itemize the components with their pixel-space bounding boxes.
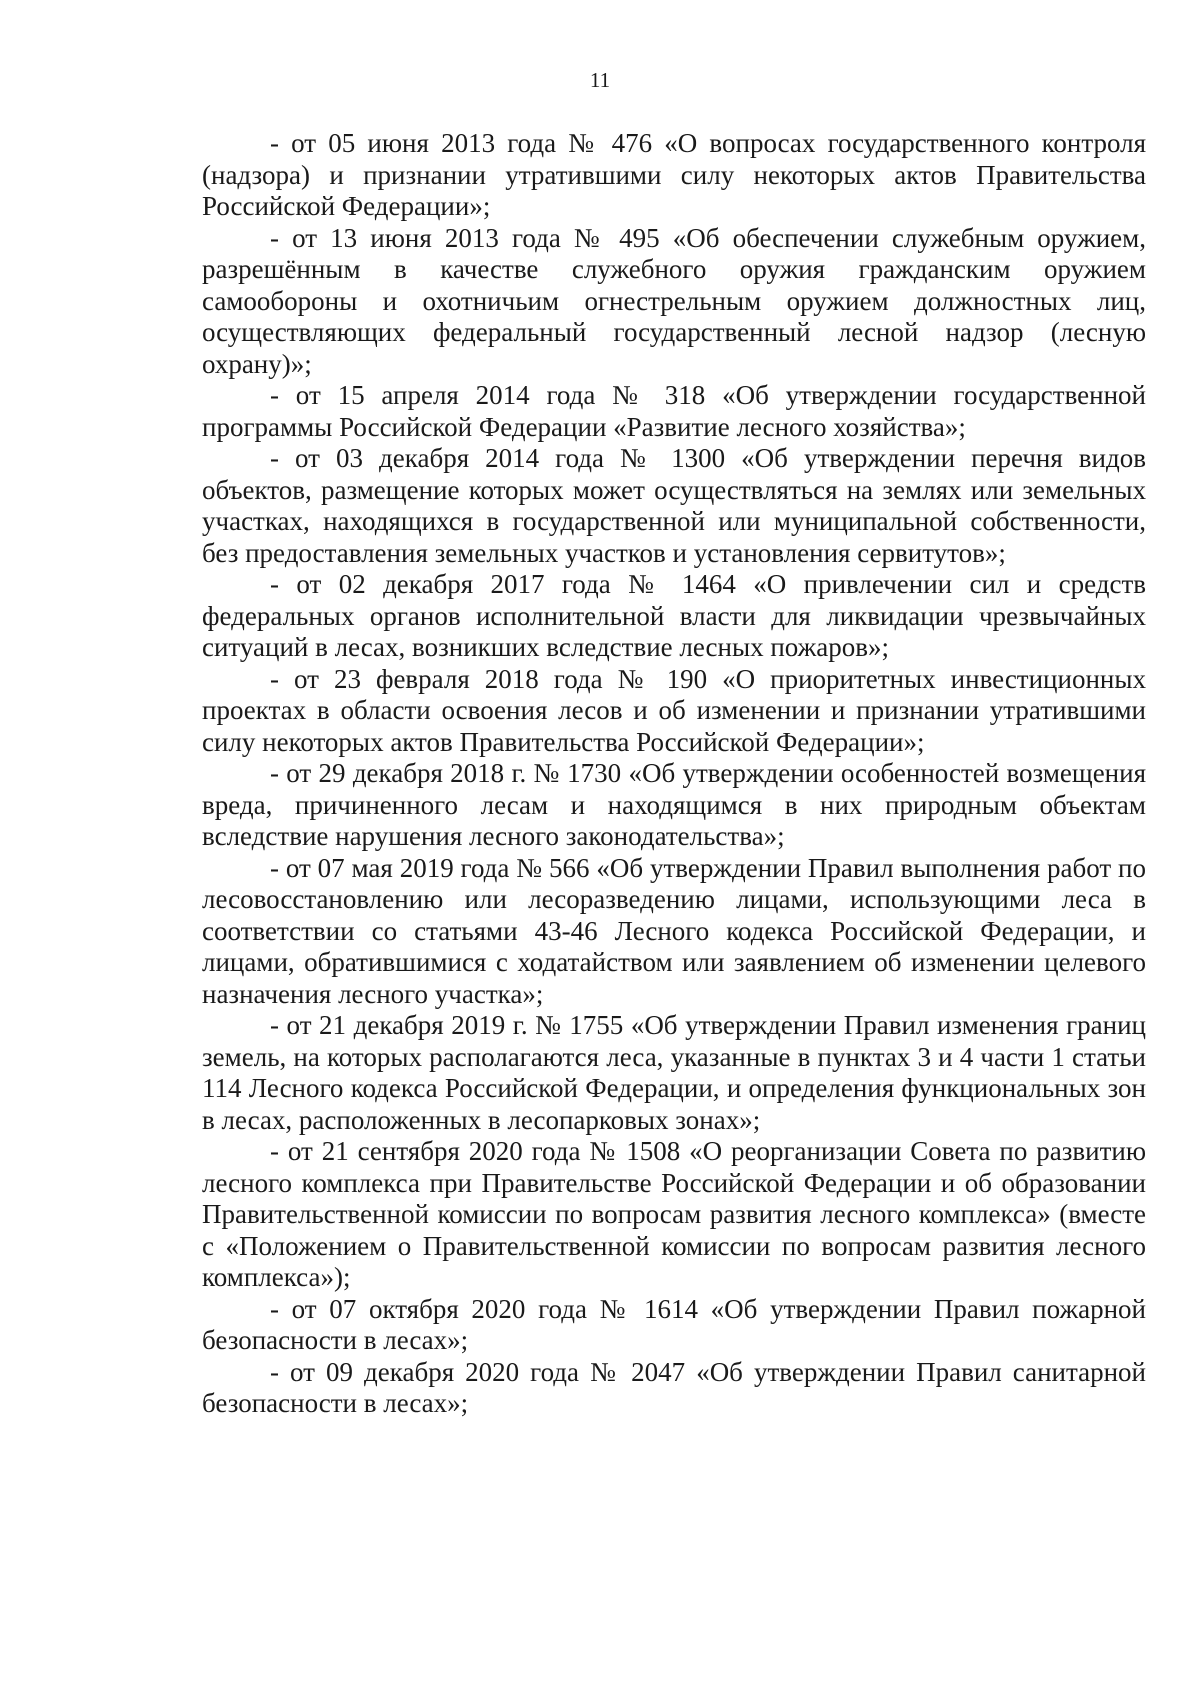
list-item: - от 09 декабря 2020 года № 2047 «Об утверждении Правил санитарной безопасности в лесах»; xyxy=(202,1356,1146,1418)
list-item: - от 21 сентября 2020 года № 1508 «О реорганизации Совета по развитию лесного комплекса при Правительстве Российской Федерации и об образовании Правительственной комиссии по вопросам развития лесного комплекса» (вместе с «Положением о Правительственной комиссии по вопросам развития лесного комплекса»); xyxy=(202,1136,1146,1292)
list-item: - от 07 октября 2020 года № 1614 «Об утверждении Правил пожарной безопасности в лесах»; xyxy=(202,1293,1146,1355)
list-item: - от 23 февраля 2018 года № 190 «О приоритетных инвестиционных проектах в области освоения лесов и об изменении и признании утратившими силу некоторых актов Правительства Российской Федерации»; xyxy=(202,663,1146,757)
list-item: - от 29 декабря 2018 г. № 1730 «Об утверждении особенностей возмещения вреда, причиненного лесам и находящимся в них природным объектам вследствие нарушения лесного законодательства»; xyxy=(202,758,1146,851)
list-item: - от 21 декабря 2019 г. № 1755 «Об утверждении Правил изменения границ земель, на которых располагаются леса, указанные в пунктах 3 и 4 части 1 статьи 114 Лесного кодекса Российской Федерации, и определения функциональных зон в лесах, расположенных в лесопарковых зонах»; xyxy=(202,1010,1146,1135)
list-item: - от 15 апреля 2014 года № 318 «Об утверждении государственной программы Российской Федерации «Развитие лесного хозяйства»; xyxy=(202,380,1146,442)
page-number: 11 xyxy=(589,68,611,92)
list-item: - от 07 мая 2019 года № 566 «Об утверждении Правил выполнения работ по лесовосстановлению или лесоразведению лицами, использующими леса в соответствии со статьями 43-46 Лесного кодекса Российской Федерации, и лицами, обратившимися с ходатайством или заявлением об изменении целевого назначения лесного участка»; xyxy=(202,852,1146,1009)
list-item: - от 13 июня 2013 года № 495 «Об обеспечении служебным оружием, разрешённым в качестве служебного оружия гражданским оружием самообороны и охотничьим огнестрельным оружием должностных лиц, осуществляющих федеральный государственный лесной надзор (лесную охрану)»; xyxy=(202,222,1146,379)
list-item: - от 02 декабря 2017 года № 1464 «О привлечении сил и средств федеральных органов исполнительной власти для ликвидации чрезвычайных ситуаций в лесах, возникших вследствие лесных пожаров»; xyxy=(202,569,1146,662)
document-body xyxy=(202,128,1146,1420)
list-item: - от 05 июня 2013 года № 476 «О вопросах государственного контроля (надзора) и признании утратившими силу некоторых актов Правительства Российской Федерации»; xyxy=(202,128,1146,221)
list-item: - от 03 декабря 2014 года № 1300 «Об утверждении перечня видов объектов, размещение которых может осуществляться на землях или земельных участках, находящихся в государственной или муниципальной собственности, без предоставления земельных участков и установления сервитутов»; xyxy=(202,443,1146,568)
